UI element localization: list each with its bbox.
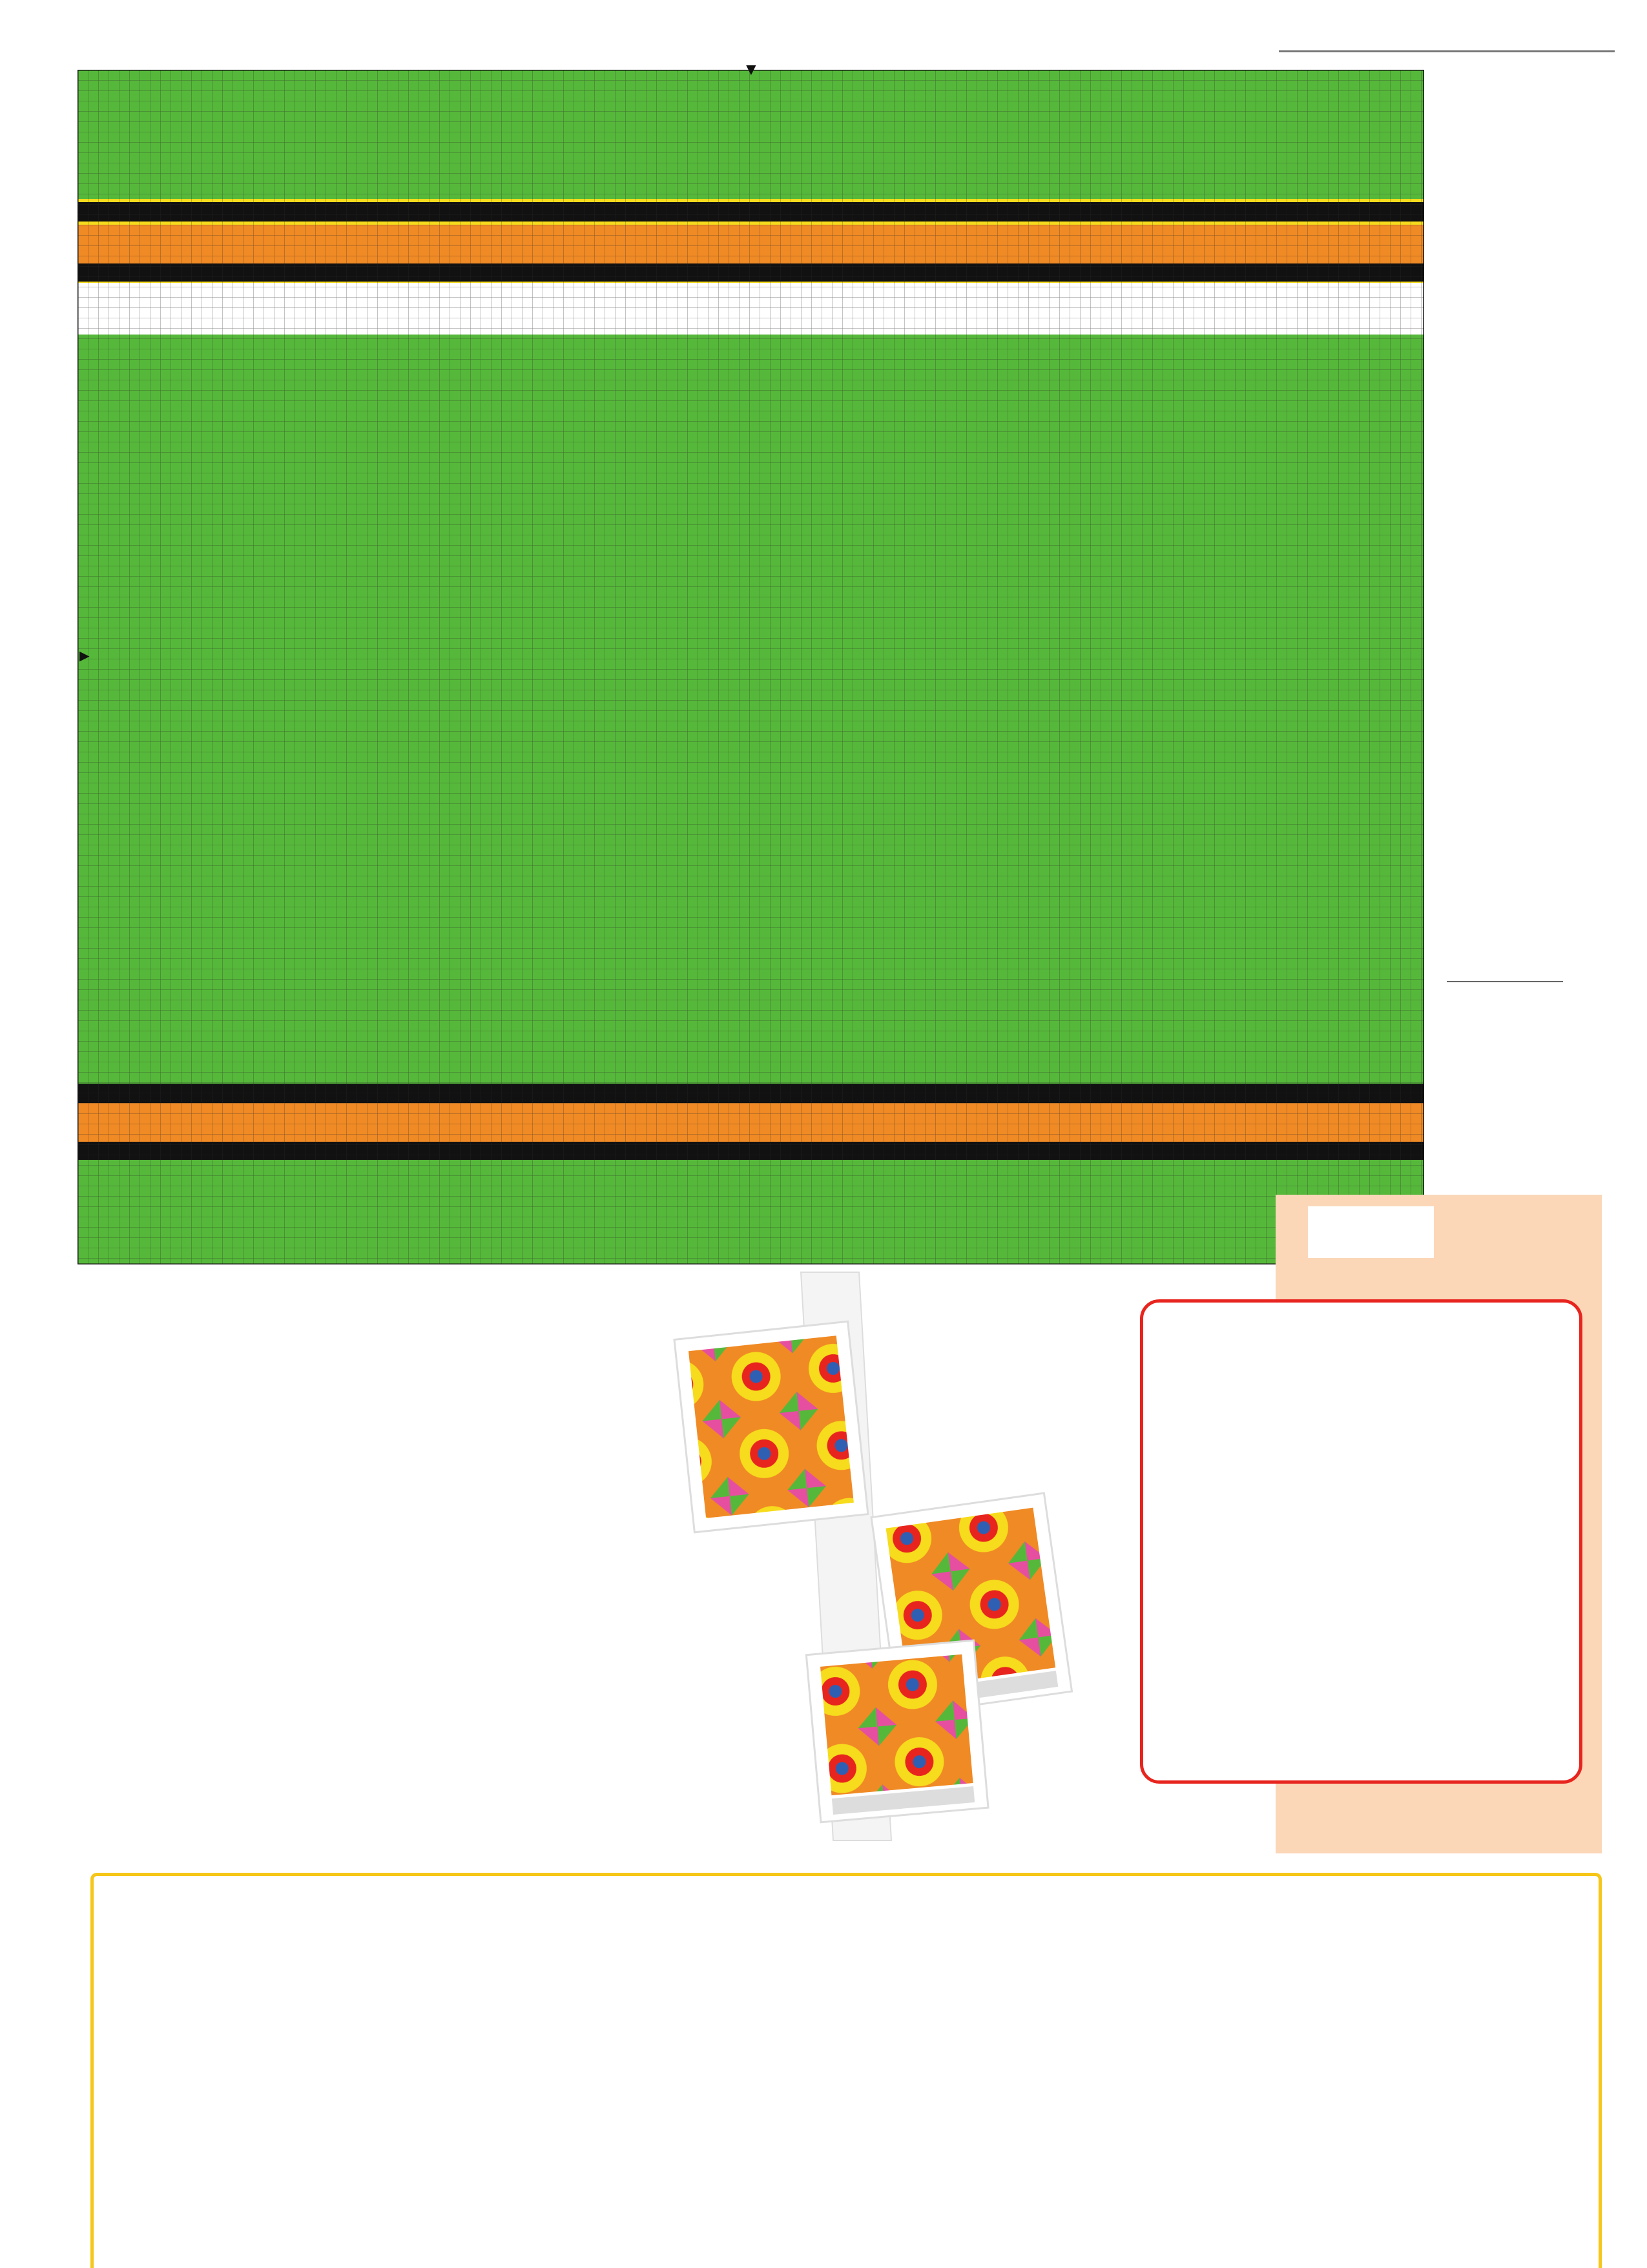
header-rule — [1279, 50, 1615, 52]
center-marker-left: ► — [76, 646, 93, 665]
color-legend — [1447, 978, 1563, 982]
cross-stitch-chart — [78, 70, 1424, 1264]
scheme-caption — [1308, 1206, 1434, 1258]
legend-header — [1447, 978, 1563, 982]
product-photo — [646, 1259, 1150, 1853]
difficulty-legend-frame — [90, 1873, 1602, 2268]
center-marker-top: ▼ — [743, 59, 760, 79]
tip-card — [1140, 1299, 1582, 1784]
